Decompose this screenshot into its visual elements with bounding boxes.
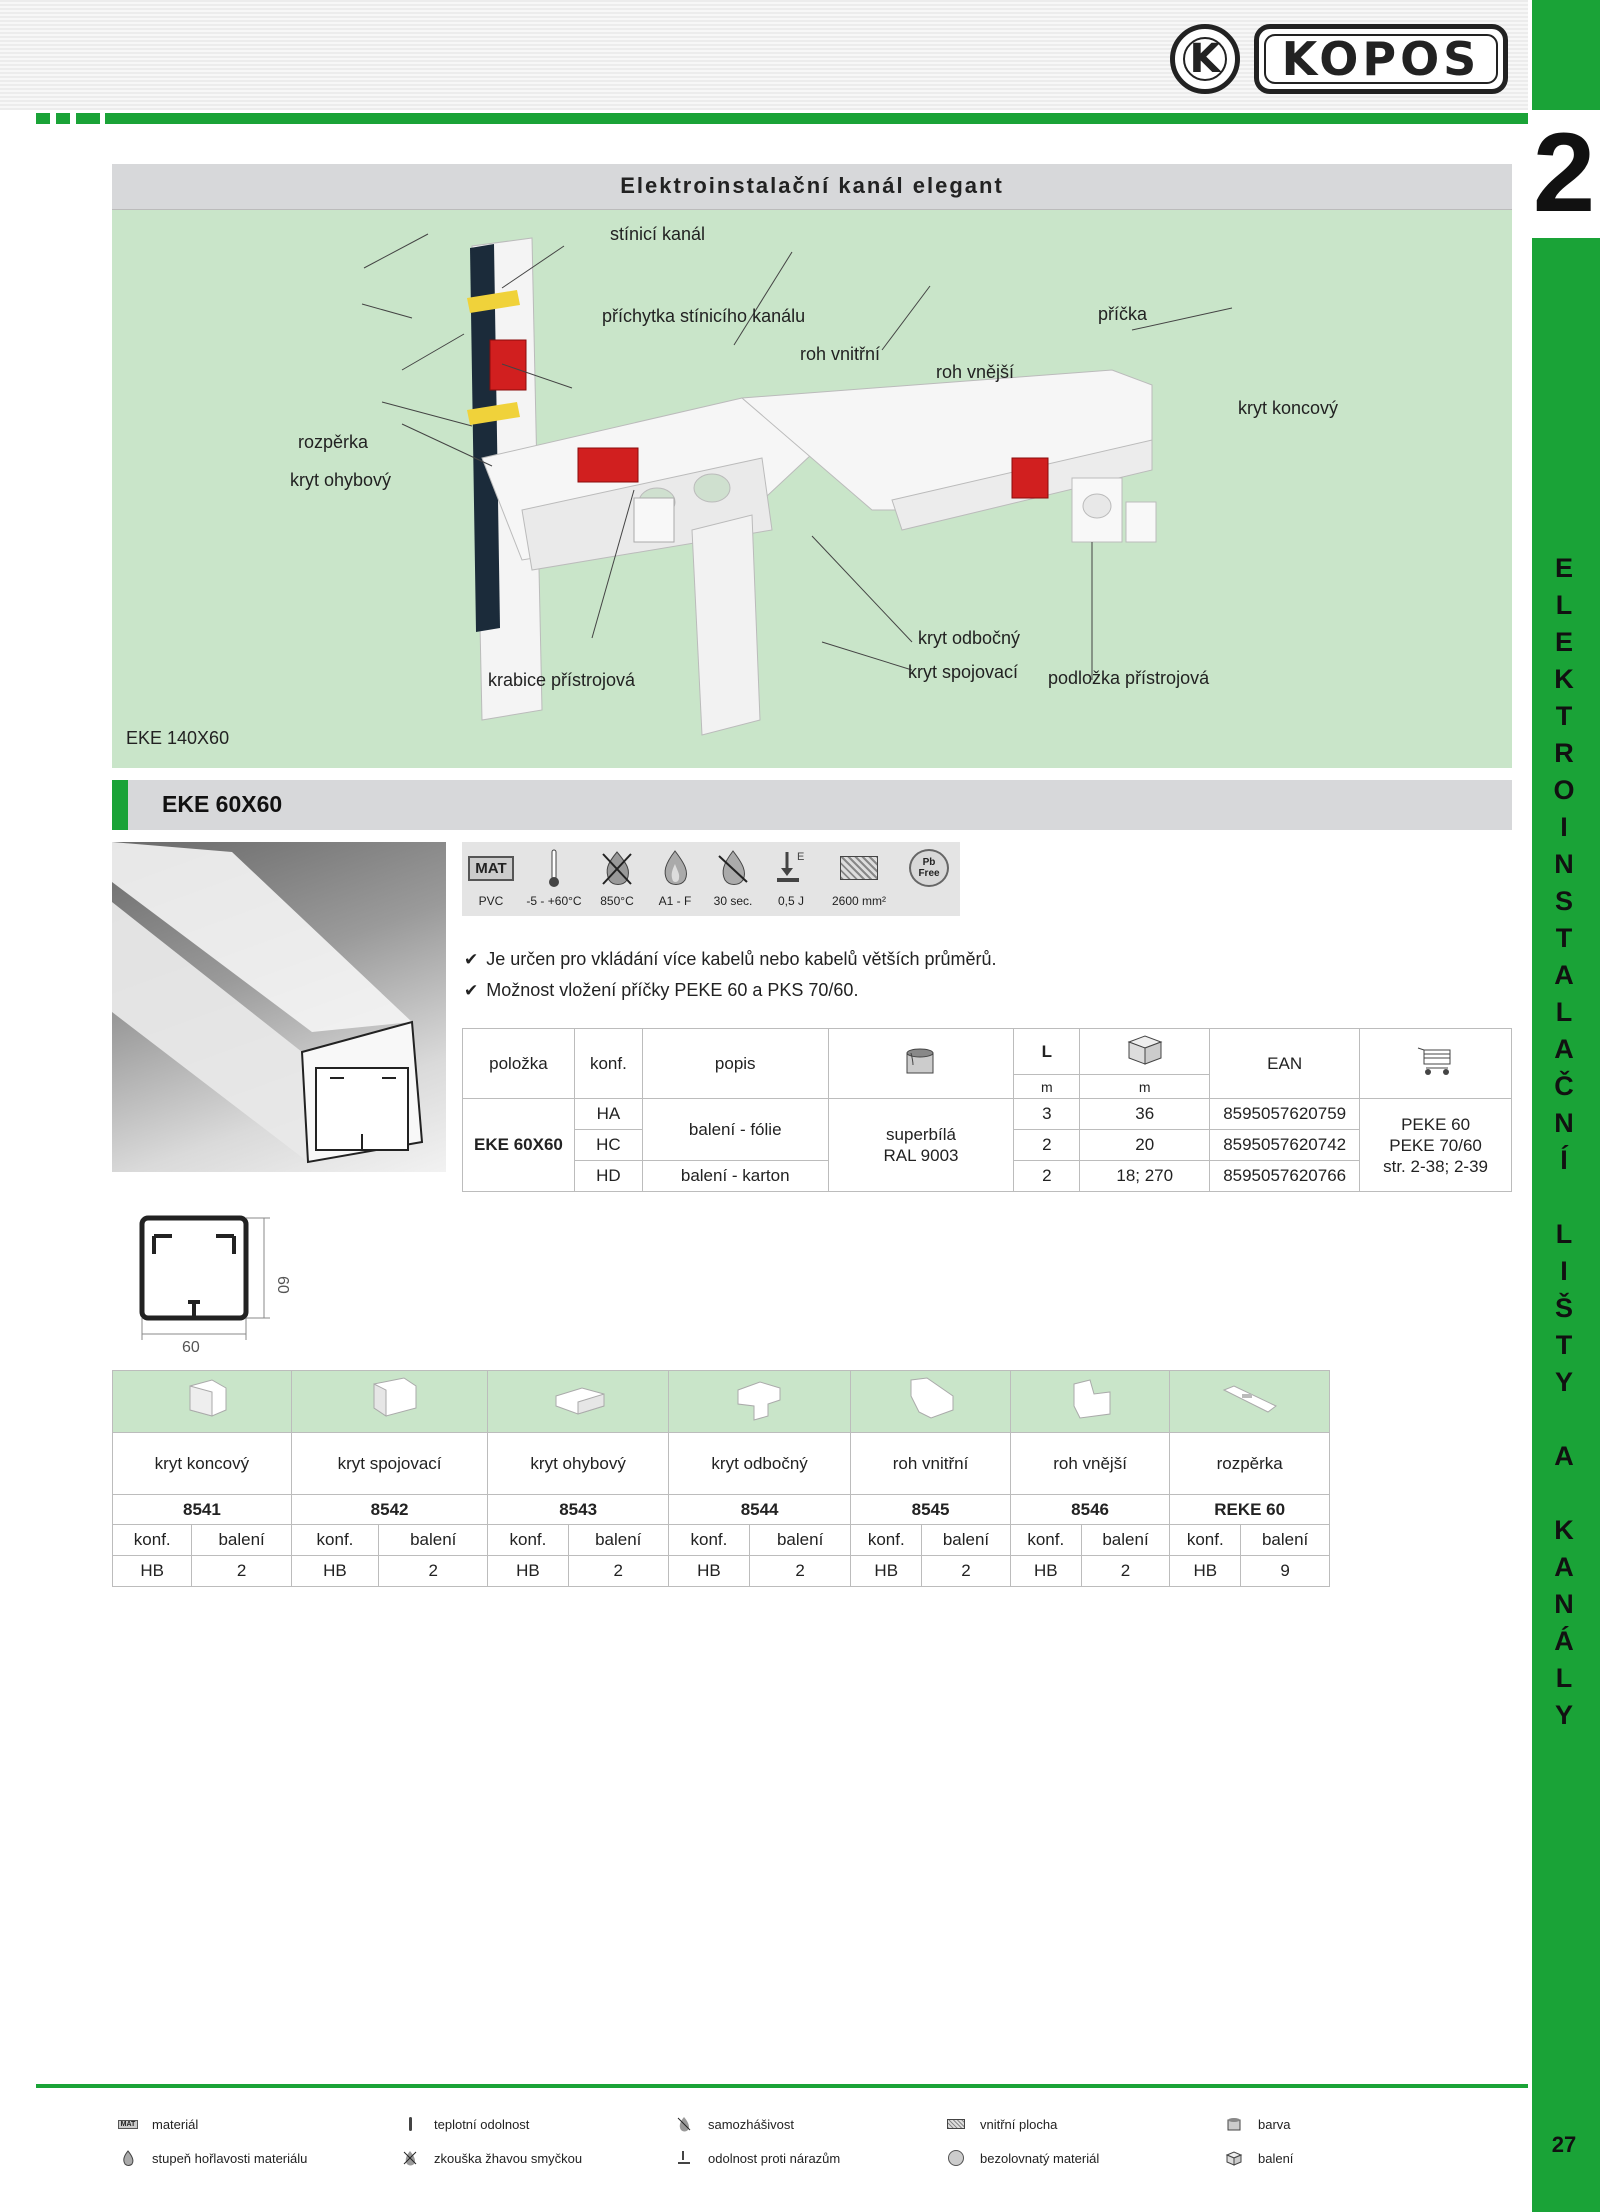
label-kryt-koncovy: kryt koncový [1238,398,1339,418]
label-podlozka: podložka přístrojová [1048,668,1210,688]
label-roh-vnejsi: roh vnější [936,362,1015,382]
product-photo [112,842,446,1172]
cell-color: superbílá RAL 9003 [828,1099,1014,1192]
accessory-illustration [901,1376,961,1422]
label-pricka: příčka [1098,304,1148,324]
konf-label: konf. [668,1525,749,1556]
sidebar-letter: K [1554,1515,1574,1545]
label-roh-vnitrni: roh vnitřní [800,344,881,364]
sidebar-letter: A [1554,960,1574,990]
konf-value: HB [291,1556,378,1587]
legend-label: vnitřní plocha [980,2116,1058,2132]
sidebar-letter: N [1554,849,1574,879]
baleni-label: balení [379,1525,488,1556]
konf-label: konf. [1010,1525,1081,1556]
legend-item [118,2116,198,2132]
baleni-value: 2 [568,1556,668,1587]
baleni-label: balení [922,1525,1011,1556]
legend-item [1224,2150,1293,2166]
sidebar-letter [1528,1475,1600,1512]
mat-icon: MAT PVC [462,842,520,916]
legend-label: samozhášivost [708,2116,794,2132]
unit-m: m [1080,1075,1210,1099]
cell-popis: balení - karton [642,1161,828,1192]
sidebar-letter: Y [1554,1700,1573,1730]
label-rozperka: rozpěrka [298,432,369,452]
section-title-bar [112,780,1512,830]
sidebar-letter: Š [1554,1293,1573,1323]
legend-item [674,2116,794,2132]
accessory-name: roh vnitřní [851,1433,1011,1495]
chapter-title-vertical [1528,550,1600,1734]
accessory-code: 8545 [851,1495,1011,1525]
label-kryt-odbocny: kryt odbočný [918,628,1021,648]
cell-popis: balení - fólie [642,1099,828,1161]
accessory-name: kryt spojovací [291,1433,488,1495]
sidebar-letter: Č [1554,1071,1574,1101]
accessory-code-row [113,1495,1330,1525]
table-row [463,1099,1512,1130]
flame-icon [118,2150,138,2166]
sidebar-letter: T [1555,701,1573,731]
logo-wordmark: KOPOS [1281,32,1481,86]
sidebar-letter: L [1555,590,1573,620]
sidebar-letter: I [1560,1256,1568,1286]
label-kryt-ohybovy: kryt ohybový [290,470,392,490]
label-stinici-kanal: stínicí kanál [610,224,706,244]
accessory-code: 8542 [291,1495,488,1525]
mat-icon: MAT [118,2116,138,2132]
accessory-value-row [113,1556,1330,1587]
legend-label: materiál [152,2116,199,2132]
accessory-name: roh vnější [1010,1433,1170,1495]
konf-label: konf. [1170,1525,1241,1556]
sidebar-letter: K [1554,664,1574,694]
width-dimension: 60 [182,1339,200,1356]
accessory-image [851,1371,1011,1433]
cell-ean: 8595057620759 [1210,1099,1360,1130]
sidebar-letter: L [1555,997,1573,1027]
accessory-image [291,1371,488,1433]
konf-value: HB [1010,1556,1081,1587]
sidebar-letter: S [1554,886,1573,916]
flame-icon: A1 - F [646,842,704,916]
glow-wire-icon [400,2150,420,2166]
col-accessories [1360,1029,1512,1099]
label-prichytka: příchytka stínicího kanálu [602,306,806,326]
header-rule [105,113,1528,124]
baleni-label: balení [1081,1525,1170,1556]
height-dimension: 60 [274,1276,291,1294]
sidebar-letter: Y [1554,1367,1573,1397]
accessory-illustration [1060,1376,1120,1422]
impact-icon [674,2150,694,2166]
cell-length: 2 [1014,1130,1080,1161]
col-ean: EAN [1210,1029,1360,1099]
legend-item [674,2150,840,2166]
label-krabice: krabice přístrojová [488,670,636,690]
baleni-value: 2 [922,1556,1011,1587]
konf-label: konf. [291,1525,378,1556]
page-number: 27 [1551,2132,1577,2157]
inner-area-icon: 2600 mm² [820,842,898,916]
accessory-illustration [1220,1376,1280,1422]
sidebar-letter: T [1555,923,1573,953]
cell-qty: 18; 270 [1080,1161,1210,1192]
feature-item: ✔ Je určen pro vkládání více kabelů nebo kabelů větších průměrů. [464,944,997,975]
color-bucket-icon [1224,2116,1244,2132]
cell-qty: 36 [1080,1099,1210,1130]
glow-wire-icon: 850°C [588,842,646,916]
cross-section-illustration [132,1206,292,1358]
cell-qty: 20 [1080,1130,1210,1161]
sidebar-letter: E [1554,627,1573,657]
sidebar-letter [1528,1401,1600,1438]
legend-label: odolnost proti nárazům [708,2150,841,2166]
legend-label: bezolovnatý materiál [980,2150,1100,2166]
section-title: EKE 60X60 [162,791,283,817]
cell-length: 3 [1014,1099,1080,1130]
self-extinguish-icon: 30 sec. [704,842,762,916]
sidebar-letter: N [1554,1108,1574,1138]
accessory-code: 8543 [488,1495,669,1525]
spec-table [462,1028,1512,1192]
legend-item [1224,2116,1291,2132]
assembly-diagram [112,210,1512,768]
accessory-code: REKE 60 [1170,1495,1330,1525]
inner-area-icon [946,2116,966,2132]
accessory-image-row [113,1371,1330,1433]
legend-label: barva [1258,2116,1291,2132]
baleni-label: balení [192,1525,291,1556]
header-dash [76,113,100,124]
kopos-logo [1170,20,1510,98]
self-extinguish-icon [674,2116,694,2132]
thermometer-icon [400,2116,420,2132]
legend-label: stupeň hořlavosti materiálu [152,2150,308,2166]
product-code: EKE 60X60 [463,1099,575,1192]
legend-label: teplotní odolnost [434,2116,530,2132]
page-title-bar [112,164,1512,210]
legend-item [118,2150,307,2166]
pb-free-icon [946,2150,966,2166]
accessory-illustration [172,1376,232,1422]
legend-item [400,2150,582,2166]
baleni-value: 9 [1241,1556,1330,1587]
accessory-image [1170,1371,1330,1433]
konf-value: HB [488,1556,568,1587]
col-length: L [1014,1029,1080,1075]
header-dash [36,113,50,124]
page-title: Elektroinstalační kanál elegant [620,173,1004,198]
sidebar-letter: Á [1554,1626,1574,1656]
accessory-illustration [548,1376,608,1422]
legend-label: balení [1258,2150,1294,2166]
property-icons [462,842,960,916]
legend-item [946,2150,1099,2166]
cell-accessories: PEKE 60 PEKE 70/60 str. 2-38; 2-39 [1360,1099,1512,1192]
cell-konf: HA [574,1099,642,1130]
accessory-name: kryt odbočný [668,1433,850,1495]
feature-list [464,944,997,1006]
svg-text:E: E [797,851,805,863]
profile-drawing [132,1206,292,1358]
impact-icon: E 0,5 J [777,851,805,908]
accessory-image [1010,1371,1170,1433]
baleni-label: balení [568,1525,668,1556]
col-barva [828,1029,1014,1099]
label-kryt-spojovaci: kryt spojovací [908,662,1019,682]
cell-ean: 8595057620766 [1210,1161,1360,1192]
accessory-image [668,1371,850,1433]
sidebar-letter [1528,1179,1600,1216]
diagram-caption: EKE 140X60 [126,728,230,748]
sidebar-letter: O [1553,775,1575,805]
accessory-illustration [730,1376,790,1422]
col-konf: konf. [574,1029,642,1099]
sidebar-letter: I [1560,812,1568,842]
accessory-label-row [113,1525,1330,1556]
cell-length: 2 [1014,1161,1080,1192]
accessory-name: kryt ohybový [488,1433,669,1495]
accessory-illustration [360,1376,420,1422]
chapter-number: 2 [1532,110,1596,235]
box-icon [1123,1032,1167,1066]
cell-konf: HC [574,1130,642,1161]
cell-konf: HD [574,1161,642,1192]
konf-value: HB [113,1556,192,1587]
cell-ean: 8595057620742 [1210,1130,1360,1161]
logo-mark: K [1189,36,1221,82]
baleni-label: balení [1241,1525,1330,1556]
baleni-value: 2 [1081,1556,1170,1587]
konf-value: HB [668,1556,749,1587]
sidebar-letter: R [1554,738,1574,768]
sidebar-letter: L [1555,1663,1573,1693]
accessory-image [488,1371,669,1433]
accessory-name-row [113,1433,1330,1495]
color-bucket-icon [901,1045,941,1077]
konf-label: konf. [488,1525,568,1556]
legend-item [946,2116,1057,2132]
legend-label: zkouška žhavou smyčkou [434,2150,583,2166]
col-polozka: položka [463,1029,575,1099]
pb-free-icon: Pb Free [898,842,960,916]
baleni-value: 2 [192,1556,291,1587]
konf-label: konf. [851,1525,922,1556]
sidebar-letter: Í [1560,1145,1568,1175]
footer-rule [36,2084,1528,2088]
sidebar-letter: T [1555,1330,1573,1360]
box-icon [1224,2150,1244,2166]
konf-value: HB [1170,1556,1241,1587]
col-pack [1080,1029,1210,1075]
thermometer-icon: -5 - +60°C [520,842,588,916]
header-dash [56,113,70,124]
sidebar-letter: E [1554,553,1573,583]
feature-item: ✔ Možnost vložení příčky PEKE 60 a PKS 70/60. [464,975,997,1006]
accessory-image [113,1371,292,1433]
product-photo-illustration [112,842,446,1172]
accessory-code: 8546 [1010,1495,1170,1525]
baleni-value: 2 [379,1556,488,1587]
accessory-code: 8544 [668,1495,850,1525]
legend-item [400,2116,529,2132]
sidebar-letter: A [1554,1552,1574,1582]
accessory-code: 8541 [113,1495,292,1525]
accessory-name: kryt koncový [113,1433,292,1495]
konf-label: konf. [113,1525,192,1556]
cart-icon [1416,1044,1456,1078]
konf-value: HB [851,1556,922,1587]
sidebar-letter: L [1555,1219,1573,1249]
sidebar-letter: A [1554,1034,1574,1064]
accessories-table [112,1370,1330,1587]
baleni-label: balení [749,1525,850,1556]
accessory-name: rozpěrka [1170,1433,1330,1495]
col-popis: popis [642,1029,828,1099]
unit-m: m [1014,1075,1080,1099]
sidebar-letter: A [1554,1441,1574,1471]
sidebar-letter: N [1554,1589,1574,1619]
baleni-value: 2 [749,1556,850,1587]
